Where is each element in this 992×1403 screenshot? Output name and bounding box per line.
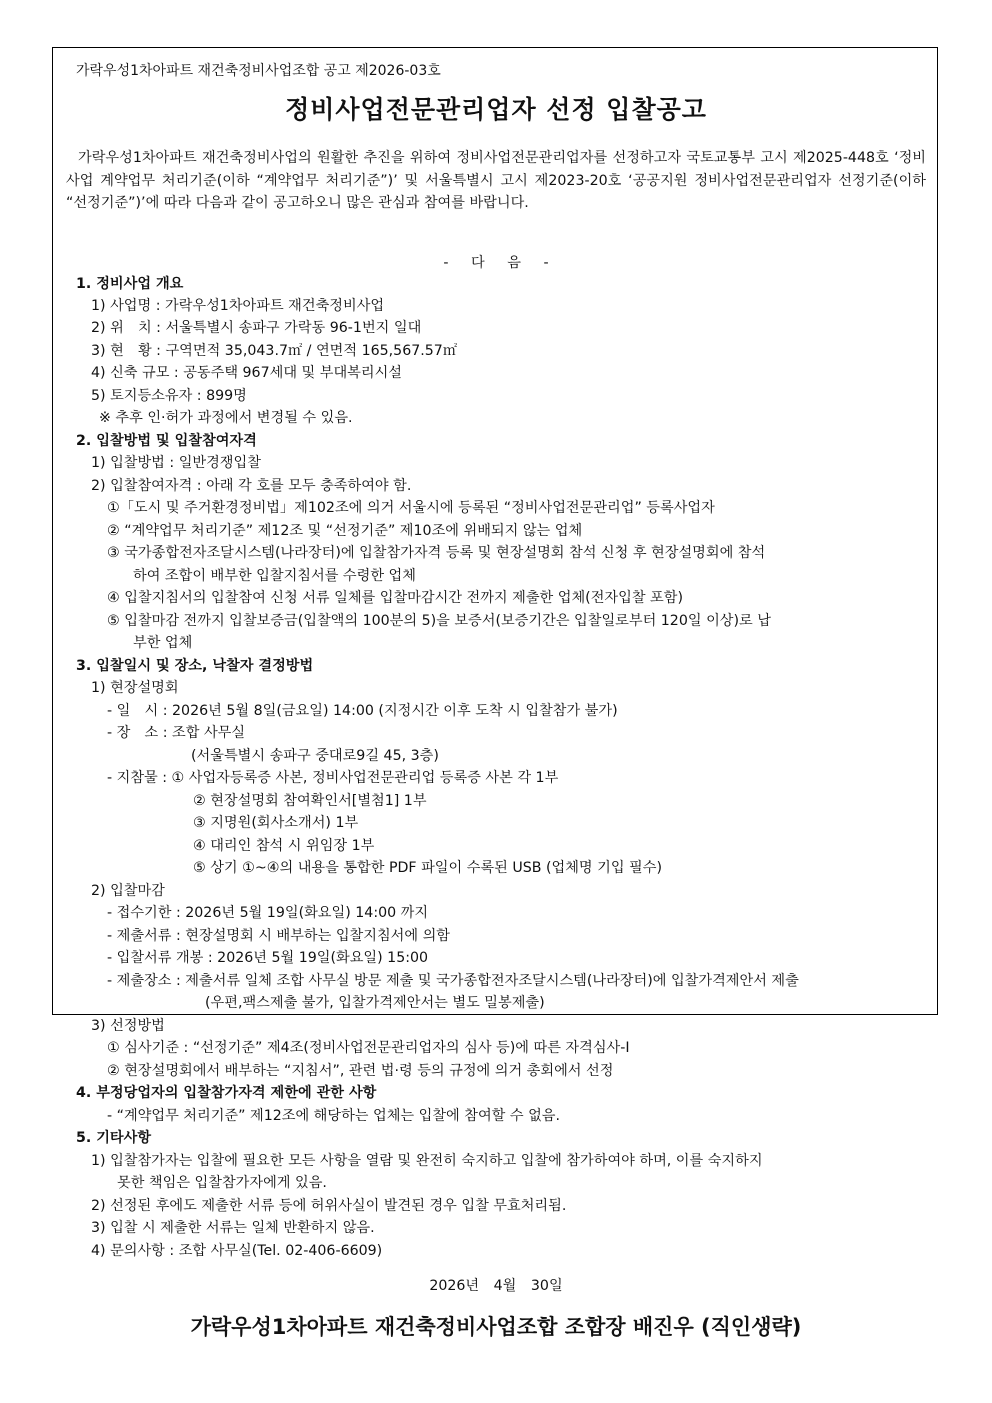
body-line: ※ 추후 인·허가 과정에서 변경될 수 있음. — [99, 410, 353, 426]
da-eum-heading: - 다 음 - — [443, 255, 549, 271]
body-line: (서울특별시 송파구 중대로9길 45, 3층) — [191, 748, 439, 764]
body-line: - 제출서류 : 현장설명회 시 배부하는 입찰지침서에 의함 — [107, 928, 450, 944]
section-heading: 2. 입찰방법 및 입찰참여자격 — [76, 433, 257, 449]
body-line: 1) 입찰방법 : 일반경쟁입찰 — [91, 455, 261, 471]
intro-paragraph: 가락우성1차아파트 재건축정비사업의 원활한 추진을 위하여 정비사업전문관리업자를 선정하고자 국토교통부 고시 제2025-448호 ‘정비사업 계약업무 처리기준(이하 “계약업무 처리기준”)’ 및 서울특별시 고시 제2023-20호 ‘공공지원 정비사업전문관리업자 선정기준(이하 “선정기준”)’에 따라 다음과 같이 공고하오니 많은 관심과 참여를 바랍니다. — [66, 150, 926, 211]
body-line: - 입찰서류 개봉 : 2026년 5월 19일(화요일) 15:00 — [107, 950, 429, 966]
body-line: 2) 선정된 후에도 제출한 서류 등에 허위사실이 발견된 경우 입찰 무효처리됨. — [91, 1198, 567, 1214]
body-line: ①「도시 및 주거환경정비법」제102조에 의거 서울시에 등록된 “정비사업전문관리업” 등록사업자 — [107, 500, 715, 516]
section-heading: 3. 입찰일시 및 장소, 낙찰자 결정방법 — [76, 658, 314, 674]
body-line: 1) 입찰참가자는 입찰에 필요한 모든 사항을 열람 및 완전히 숙지하고 입찰에 참가하여야 하며, 이를 숙지하지 — [91, 1153, 763, 1169]
body-line: 4) 신축 규모 : 공동주택 967세대 및 부대복리시설 — [91, 365, 402, 381]
body-line: - 제출장소 : 제출서류 일체 조합 사무실 방문 제출 및 국가종합전자조달시스템(나라장터)에 입찰가격제안서 제출 — [107, 973, 799, 989]
body-line: - “계약업무 처리기준” 제12조에 해당하는 업체는 입찰에 참여할 수 없음. — [107, 1108, 561, 1124]
body-line: 3) 현 황 : 구역면적 35,043.7㎡ / 연면적 165,567.57㎡ — [91, 343, 458, 359]
body-line: ② 현장설명회 참여확인서[별첨1] 1부 — [193, 793, 427, 809]
body-line: 2) 입찰마감 — [91, 883, 165, 899]
body-line: ② 현장설명회에서 배부하는 “지침서”, 관련 법·령 등의 규정에 의거 총회에서 선정 — [107, 1063, 614, 1079]
notice-number: 가락우성1차아파트 재건축정비사업조합 공고 제2026-03호 — [76, 63, 441, 79]
body-line: ④ 입찰지침서의 입찰참여 신청 서류 일체를 입찰마감시간 전까지 제출한 업체(전자입찰 포함) — [107, 590, 683, 606]
body-line: - 일 시 : 2026년 5월 8일(금요일) 14:00 (지정시간 이후 도착 시 입찰참가 불가) — [107, 703, 618, 719]
notice-date: 2026년 4월 30일 — [429, 1278, 563, 1294]
body-line: ③ 지명원(회사소개서) 1부 — [193, 815, 359, 831]
body-line: 부한 업체 — [133, 635, 193, 651]
body-line: (우편,팩스제출 불가, 입찰가격제안서는 별도 밀봉제출) — [205, 995, 545, 1011]
body-line: 못한 책임은 입찰참가자에게 있음. — [117, 1175, 327, 1191]
section-heading: 4. 부정당업자의 입찰참가자격 제한에 관한 사항 — [76, 1085, 377, 1101]
body-line: 2) 위 치 : 서울특별시 송파구 가락동 96-1번지 일대 — [91, 320, 422, 336]
section-heading: 5. 기타사항 — [76, 1130, 152, 1146]
body-line: - 장 소 : 조합 사무실 — [107, 725, 246, 741]
section-heading: 1. 정비사업 개요 — [76, 276, 184, 292]
body-line: ① 심사기준 : “선정기준” 제4조(정비사업전문관리업자의 심사 등)에 따른 자격심사-Ⅰ — [107, 1040, 630, 1056]
body-line: 4) 문의사항 : 조합 사무실(Tel. 02-406-6609) — [91, 1243, 383, 1259]
body-line: 1) 현장설명회 — [91, 680, 179, 696]
body-line: 하여 조합이 배부한 입찰지침서를 수령한 업체 — [133, 568, 416, 584]
body-line: 2) 입찰참여자격 : 아래 각 호를 모두 충족하여야 함. — [91, 478, 412, 494]
body-line: - 지참물 : ① 사업자등록증 사본, 정비사업전문관리업 등록증 사본 각 1부 — [107, 770, 559, 786]
body-line: ⑤ 입찰마감 전까지 입찰보증금(입찰액의 100분의 5)을 보증서(보증기간은 입찰일로부터 120일 이상)로 납 — [107, 613, 771, 629]
body-line: 3) 입찰 시 제출한 서류는 일체 반환하지 않음. — [91, 1220, 375, 1236]
body-line: 5) 토지등소유자 : 899명 — [91, 388, 247, 404]
body-line: ② “계약업무 처리기준” 제12조 및 “선정기준” 제10조에 위배되지 않는 업체 — [107, 523, 583, 539]
body-line: - 접수기한 : 2026년 5월 19일(화요일) 14:00 까지 — [107, 905, 429, 921]
body-line: 3) 선정방법 — [91, 1018, 165, 1034]
signature-line: 가락우성1차아파트 재건축정비사업조합 조합장 배진우 (직인생략) — [190, 1315, 802, 1339]
body-line: ⑤ 상기 ①~④의 내용을 통합한 PDF 파일이 수록된 USB (업체명 기입 필수) — [193, 860, 663, 876]
page-title: 정비사업전문관리업자 선정 입찰공고 — [285, 95, 707, 124]
body-line: 1) 사업명 : 가락우성1차아파트 재건축정비사업 — [91, 298, 385, 314]
body-line: ④ 대리인 참석 시 위임장 1부 — [193, 838, 375, 854]
body-line: ③ 국가종합전자조달시스템(나라장터)에 입찰참가자격 등록 및 현장설명회 참석 신청 후 현장설명회에 참석 — [107, 545, 766, 561]
